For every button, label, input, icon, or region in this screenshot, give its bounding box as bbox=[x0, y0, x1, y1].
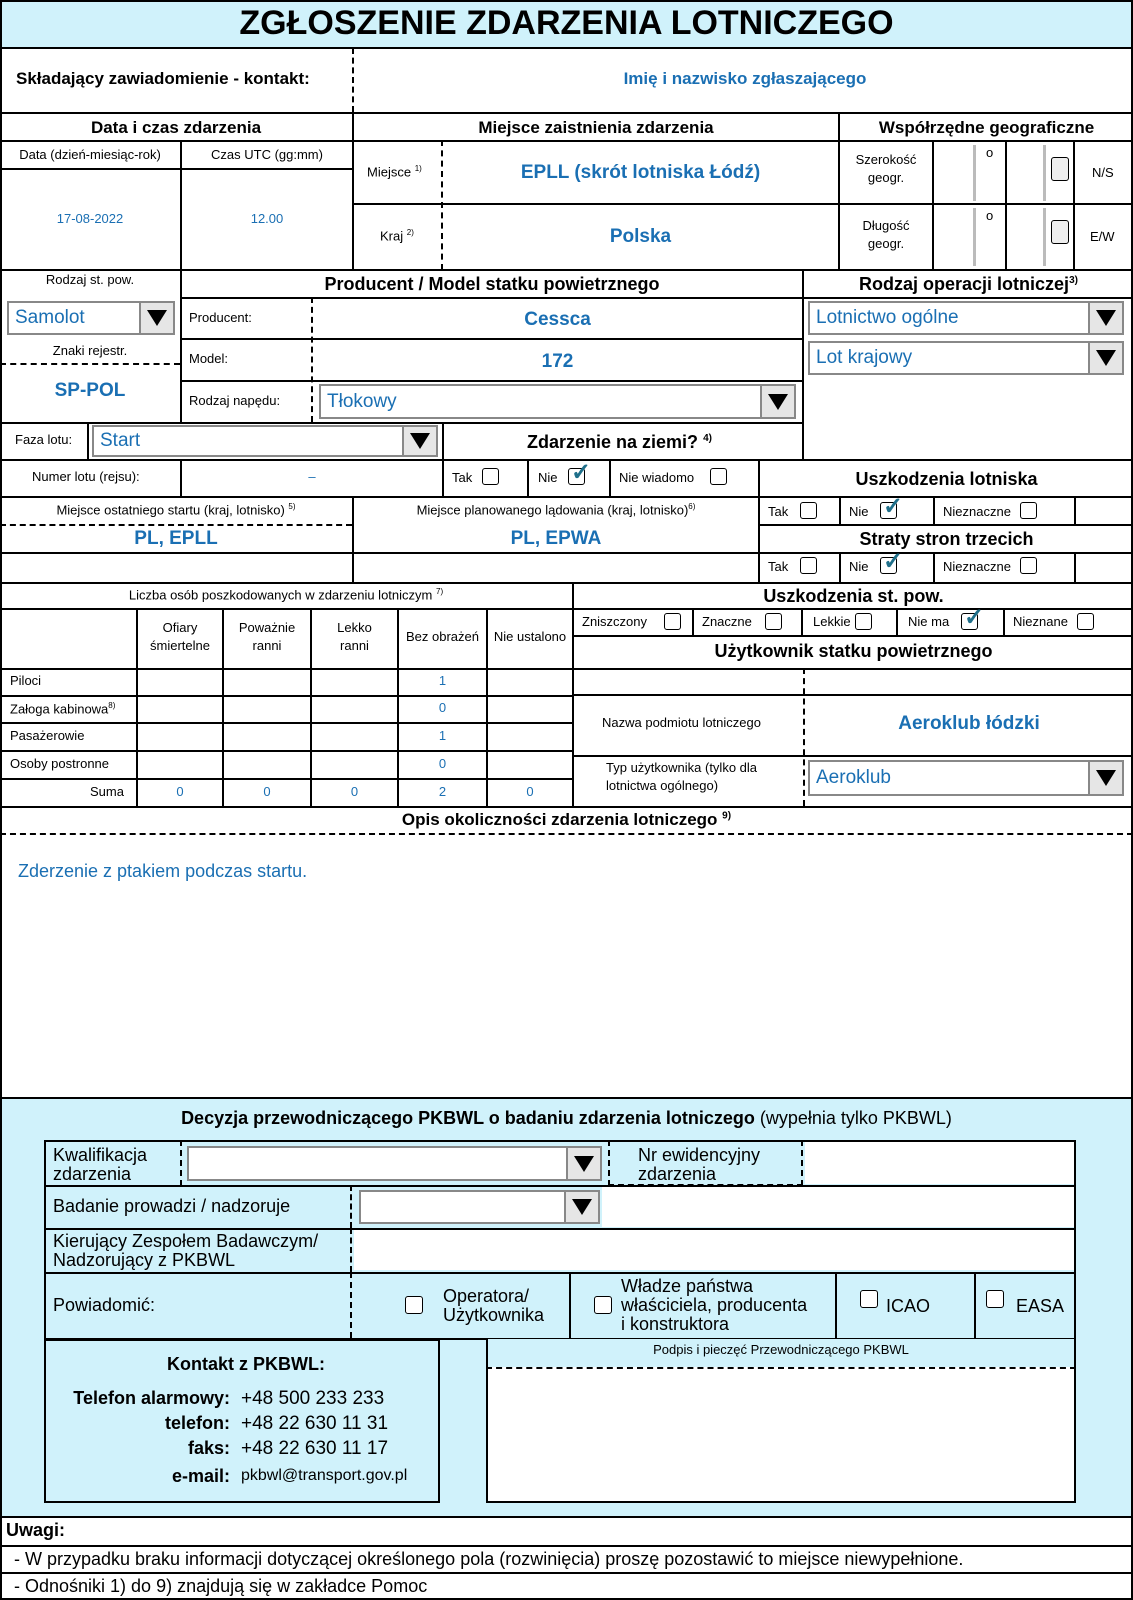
dmg-significant-label: Znaczne bbox=[702, 614, 752, 629]
dmg-minor-checkbox[interactable] bbox=[855, 613, 872, 630]
alarm-label: Telefon alarmowy: bbox=[73, 1388, 230, 1408]
lon-label: Długość geogr. bbox=[862, 218, 910, 251]
entity-field[interactable]: Aeroklub łódzki bbox=[898, 713, 1040, 734]
cell-bystanders-none[interactable]: 0 bbox=[438, 756, 447, 771]
ground-nie-label: Nie bbox=[538, 470, 558, 485]
notify-icao-checkbox[interactable] bbox=[860, 1290, 878, 1308]
landing-label: Miejsce planowanego lądowania (kraj, lotnisko)$^{6)}$ bbox=[416, 502, 696, 518]
airport-tak-label: Tak bbox=[768, 504, 789, 519]
producer-label: Producent: bbox=[189, 310, 252, 325]
manufacturer-header: Producent / Model statku powietrznego bbox=[324, 274, 660, 294]
cell-passengers-none[interactable]: 1 bbox=[438, 728, 447, 743]
registration-label: Znaki rejestr. bbox=[52, 343, 128, 358]
coords-header: Współrzędne geograficzne bbox=[878, 118, 1095, 137]
location-header: Miejsce zaistnienia zdarzenia bbox=[478, 118, 714, 137]
time-label: Czas UTC (gg:mm) bbox=[211, 147, 323, 162]
notify-operator-label: Operatora/ Użytkownika bbox=[443, 1286, 545, 1325]
notify-state-checkbox[interactable] bbox=[594, 1296, 612, 1314]
sum-serious: 0 bbox=[263, 784, 271, 799]
third-tak-label: Tak bbox=[768, 559, 789, 574]
registry-number-field[interactable] bbox=[805, 1142, 1074, 1184]
phone-value: +48 22 630 11 31 bbox=[241, 1413, 389, 1434]
notify-label: Powiadomić: bbox=[53, 1295, 156, 1315]
user-type-label: Typ użytkownika (tylko dla lotnictwa ogólnego) bbox=[606, 760, 758, 793]
notify-operator-checkbox[interactable] bbox=[405, 1296, 423, 1314]
contact-header: Kontakt z PKBWL: bbox=[167, 1354, 325, 1374]
airport-damage-header: Uszkodzenia lotniska bbox=[855, 469, 1038, 489]
third-nie-label: Nie bbox=[849, 559, 869, 574]
notify-icao-label: ICAO bbox=[886, 1296, 931, 1316]
investigation-extra-field[interactable] bbox=[602, 1187, 1074, 1227]
dmg-unknown-checkbox[interactable] bbox=[1077, 613, 1094, 630]
airport-nieznaczne-label: Nieznaczne bbox=[943, 504, 1011, 519]
aircraft-type-label: Rodzaj st. pow. bbox=[45, 272, 135, 287]
airport-nie-checkbox[interactable]: ✓ bbox=[880, 502, 897, 519]
third-party-header: Straty stron trzecich bbox=[859, 529, 1034, 549]
dmg-significant-checkbox[interactable] bbox=[765, 613, 782, 630]
airport-nie-label: Nie bbox=[849, 504, 869, 519]
fax-value: +48 22 630 11 17 bbox=[241, 1438, 389, 1459]
ground-tak-label: Tak bbox=[452, 470, 473, 485]
reporter-name-field[interactable]: Imię i nazwisko zgłaszającego bbox=[623, 69, 867, 88]
col-fatal: Ofiary śmiertelne bbox=[150, 620, 210, 653]
third-nie-checkbox[interactable]: ✓ bbox=[880, 557, 897, 574]
injuries-header: Liczba osób poszkodowanych w zdarzeniu lotniczym $^{7)}$ bbox=[128, 587, 444, 603]
row-label-sum: Suma bbox=[90, 784, 124, 799]
country-label: Kraj $^{2)}$ bbox=[380, 228, 414, 244]
phone-label: telefon: bbox=[165, 1413, 230, 1433]
notes-header: Uwagi: bbox=[6, 1520, 66, 1540]
ns-label: N/S bbox=[1092, 165, 1114, 180]
row-label-passengers: Pasażerowie bbox=[10, 728, 85, 743]
ew-toggle[interactable] bbox=[1051, 220, 1069, 244]
departure-label: Miejsce ostatniego startu (kraj, lotnisko) $^{5)}$ bbox=[56, 502, 296, 518]
ground-unknown-checkbox[interactable] bbox=[710, 468, 727, 485]
drive-label: Rodzaj napędu: bbox=[189, 393, 281, 408]
sum-unknown: 0 bbox=[526, 784, 534, 799]
phase-select[interactable]: Start bbox=[92, 425, 438, 457]
third-nieznaczne-label: Nieznaczne bbox=[943, 559, 1011, 574]
airport-tak-checkbox[interactable] bbox=[800, 502, 817, 519]
flight-number-label: Numer lotu (rejsu): bbox=[32, 469, 140, 484]
lon-degree: o bbox=[986, 208, 994, 223]
phase-label: Faza lotu: bbox=[15, 432, 73, 447]
flight-number-field[interactable]: – bbox=[308, 469, 316, 484]
team-leader-field[interactable] bbox=[354, 1230, 1074, 1270]
operation-header: Rodzaj operacji lotniczej$^{3)}$ bbox=[859, 274, 1078, 294]
lat-label: Szerokość geogr. bbox=[855, 152, 917, 185]
registry-number-label: Nr ewidencyjny zdarzenia bbox=[638, 1145, 761, 1184]
ground-tak-checkbox[interactable] bbox=[482, 468, 499, 485]
notify-state-label: Władze państwa właściciela, producenta i konstruktora bbox=[621, 1276, 808, 1334]
col-none: Bez obrażeń bbox=[406, 629, 479, 644]
qualification-label: Kwalifikacja zdarzenia bbox=[53, 1145, 148, 1184]
dmg-none-checkbox[interactable]: ✓ bbox=[961, 613, 978, 630]
drive-select[interactable]: Tłokowy bbox=[319, 384, 796, 419]
notes-line-2: - Odnośniki 1) do 9) znajdują się w zakładce Pomoc bbox=[14, 1576, 428, 1596]
team-leader-label: Kierujący Zespołem Badawczym/ Nadzorujący z PKBWL bbox=[53, 1231, 319, 1270]
col-minor: Lekko ranni bbox=[337, 620, 372, 653]
sum-none: 2 bbox=[438, 784, 447, 799]
ew-label: E/W bbox=[1090, 229, 1115, 244]
description-header: Opis okoliczności zdarzenia lotniczego $^{9)}$ bbox=[401, 810, 732, 829]
place-field[interactable]: EPLL (skrót lotniska Łódź) bbox=[520, 162, 761, 183]
entity-label: Nazwa podmiotu lotniczego bbox=[602, 715, 761, 730]
qualification-select[interactable] bbox=[187, 1146, 602, 1181]
ns-toggle[interactable] bbox=[1051, 157, 1069, 181]
description-text[interactable]: Zderzenie z ptakiem podczas startu. bbox=[18, 861, 308, 881]
col-unknown: Nie ustalono bbox=[493, 629, 567, 644]
row-label-pilots: Piloci bbox=[10, 673, 42, 688]
cell-pilots-none[interactable]: 1 bbox=[438, 673, 447, 688]
date-label: Data (dzień-miesiąc-rok) bbox=[19, 147, 161, 162]
dmg-minor-label: Lekkie bbox=[813, 614, 851, 629]
producer-field[interactable]: Cessca bbox=[524, 309, 591, 330]
operation-select-1[interactable]: Lotnictwo ogólne bbox=[808, 301, 1124, 335]
lat-degree: o bbox=[986, 145, 994, 160]
place-label: Miejsce $^{1)}$ bbox=[367, 164, 422, 180]
aircraft-damage-header: Uszkodzenia st. pow. bbox=[763, 586, 944, 606]
signature-field[interactable] bbox=[488, 1369, 1074, 1501]
dmg-none-label: Nie ma bbox=[908, 614, 950, 629]
notes-line-1: - W przypadku braku informacji dotyczącej określonego pola (rozwinięcia) proszę pozostawić to miejsce niewypełnione. bbox=[14, 1549, 964, 1569]
decision-header: Decyzja przewodniczącego PKBWL o badaniu zdarzenia lotniczego (wypełnia tylko PKBWL) bbox=[181, 1108, 952, 1128]
signature-label: Podpis i pieczęć Przewodniczącego PKBWL bbox=[653, 1342, 909, 1357]
reporter-label: Składający zawiadomienie - kontakt: bbox=[16, 69, 310, 88]
notify-easa-checkbox[interactable] bbox=[986, 1290, 1004, 1308]
email-label: e-mail: bbox=[171, 1466, 230, 1486]
third-tak-checkbox[interactable] bbox=[800, 557, 817, 574]
row-label-cabin-crew: Załoga kabinowa$^{8)}$ bbox=[10, 701, 116, 717]
fax-label: faks: bbox=[187, 1438, 230, 1458]
model-label: Model: bbox=[189, 351, 229, 366]
user-type-select[interactable]: Aeroklub bbox=[808, 760, 1124, 796]
airport-nieznaczne-checkbox[interactable] bbox=[1020, 502, 1037, 519]
time-field[interactable]: 12.00 bbox=[250, 211, 284, 226]
ground-unknown-label: Nie wiadomo bbox=[619, 470, 695, 485]
alarm-value: +48 500 233 233 bbox=[241, 1388, 385, 1409]
col-serious: Poważnie ranni bbox=[238, 620, 296, 653]
email-link[interactable]: pkbwl@transport.gov.pl bbox=[241, 1467, 408, 1484]
dmg-unknown-label: Nieznane bbox=[1013, 614, 1068, 629]
dmg-destroyed-label: Zniszczony bbox=[582, 614, 648, 629]
sum-minor: 0 bbox=[350, 784, 359, 799]
investigation-select[interactable] bbox=[359, 1190, 600, 1224]
dmg-destroyed-checkbox[interactable] bbox=[664, 613, 681, 630]
datetime-header: Data i czas zdarzenia bbox=[90, 118, 262, 137]
investigation-label: Badanie prowadzi / nadzoruje bbox=[53, 1196, 291, 1216]
row-label-bystanders: Osoby postronne bbox=[10, 756, 110, 771]
operation-select-2[interactable]: Lot krajowy bbox=[808, 341, 1124, 375]
registration-field[interactable]: SP-POL bbox=[54, 380, 126, 401]
cell-cabin-none[interactable]: 0 bbox=[438, 700, 447, 715]
third-nieznaczne-checkbox[interactable] bbox=[1020, 557, 1037, 574]
model-field[interactable]: 172 bbox=[541, 351, 574, 372]
sum-fatal: 0 bbox=[176, 784, 184, 799]
ground-nie-checkbox[interactable]: ✓ bbox=[568, 468, 585, 485]
page-title: ZGŁOSZENIE ZDARZENIA LOTNICZEGO bbox=[239, 4, 894, 42]
ground-question: Zdarzenie na ziemi? $^{4)}$ bbox=[527, 432, 712, 452]
departure-field[interactable]: PL, EPLL bbox=[134, 528, 218, 549]
aircraft-type-select[interactable]: Samolot bbox=[7, 301, 175, 335]
user-header: Użytkownik statku powietrznego bbox=[714, 641, 993, 661]
landing-field[interactable]: PL, EPWA bbox=[510, 528, 602, 549]
date-field[interactable]: 17-08-2022 bbox=[56, 211, 124, 226]
country-field[interactable]: Polska bbox=[609, 226, 672, 247]
notify-easa-label: EASA bbox=[1016, 1296, 1065, 1316]
